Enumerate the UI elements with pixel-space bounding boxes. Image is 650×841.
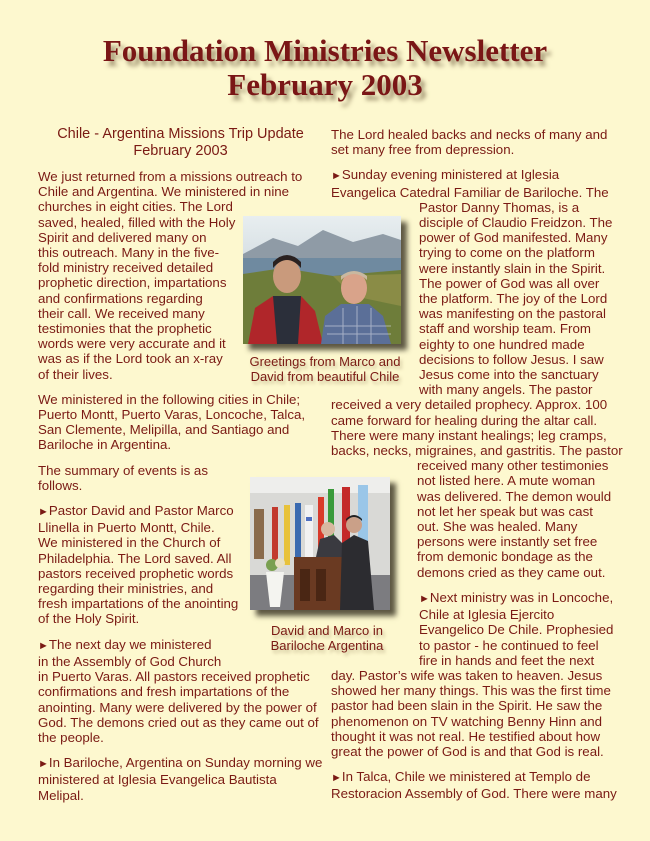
text-line: pastor had been slain in the Spirit. He saw the [331, 698, 603, 714]
text-line: Chile at Iglesia Ejercito [419, 607, 555, 623]
article-title-line1: Chile - Argentina Missions Trip Update [57, 126, 304, 142]
newsletter-title: Foundation Ministries Newsletter [102, 33, 548, 68]
text-line: pastors received prophetic words [38, 565, 234, 581]
text-line: The Lord healed backs and necks of many and [331, 127, 608, 142]
text-line: ►Pastor David and Pastor Marco [38, 503, 234, 519]
photo-caption-1 [240, 354, 410, 384]
text-line: from demonic bondage as the [417, 549, 593, 565]
paragraph-loncoche [331, 590, 631, 759]
paragraph-healing [331, 127, 631, 157]
caption-line: Bariloche Argentina [270, 638, 384, 653]
text-line: Philadelphia. The Lord saved. All [38, 550, 232, 566]
paragraph-bariloche-morning [38, 755, 323, 803]
photo-image [250, 477, 390, 610]
text-line: came forward for healing during the altar call. [331, 412, 598, 428]
bullet-arrow-icon: ► [38, 758, 49, 771]
text-line: in Puerto Varas. All pastors received prophetic [38, 669, 310, 685]
text-line: the people. [38, 729, 104, 745]
text-line: confirmations and fresh impartations of the [38, 684, 290, 700]
caption-line: Greetings from Marco and [249, 354, 401, 369]
text-line: Chile and Argentina. We ministered in nine [38, 184, 290, 200]
text-line: ►Next ministry was in Loncoche, [419, 589, 614, 605]
caption-line: David from beautiful Chile [250, 369, 400, 384]
text-line: follows. [38, 477, 83, 493]
text-line: The power of God was all over [419, 275, 600, 291]
text-line: testimonies that the prophetic [38, 321, 212, 337]
article-title [38, 126, 323, 160]
text-line: There were many instant healings; leg cramps, [331, 427, 607, 443]
text-line: were instantly slain in the Spirit. [419, 260, 606, 276]
text-line: to pastor - he continued to feel [419, 637, 599, 653]
text-line: ►Sunday evening ministered at Iglesia [331, 167, 560, 183]
text-line: words were very accurate and it [38, 336, 226, 352]
paragraph-cities [38, 392, 323, 453]
text-line: the platform. The joy of the Lord [419, 291, 608, 307]
text-line: received many other testimonies [417, 458, 609, 474]
photo-marco-david-chile [243, 216, 401, 344]
text-line: God. The demons cried out as they came out of [38, 714, 319, 730]
text-line: not listed here. A mute woman [417, 473, 596, 489]
text-line: this outreach. Many in the five- [38, 245, 220, 261]
bullet-arrow-icon: ► [419, 592, 430, 605]
photo-image [243, 216, 401, 344]
text-line: The summary of events is as [38, 462, 208, 478]
text-line: Jesus come into the sanctuary [419, 367, 599, 383]
text-line: fold ministry received detailed [38, 260, 214, 276]
text-line: eighty to one hundred made [419, 336, 585, 352]
text-line: prophetic direction, impartations [38, 275, 227, 291]
text-line: decisions to follow Jesus. I saw [419, 351, 604, 367]
bullet-arrow-icon: ► [331, 772, 342, 785]
bullet-arrow-icon: ► [331, 170, 342, 183]
text-line: saved, healed, filled with the Holy [38, 214, 236, 230]
text-line: was manifesting on the pastoral [419, 306, 607, 322]
text-line: set many free from depression. [331, 142, 515, 158]
text-line: ministered at Iglesia Evangelica Bautista Melipal. [38, 772, 277, 803]
bullet-arrow-icon: ► [38, 506, 49, 519]
text-line: staff and worship team. From [419, 321, 591, 337]
text-line: Puerto Montt, Puerto Varas, Loncoche, Talca, [38, 407, 306, 423]
text-line: received a very detailed prophecy. Approx. 100 [331, 397, 608, 413]
text-line: ►In Bariloche, Argentina on Sunday morning we [38, 755, 323, 771]
text-line: Evangelica Catedral Familiar de Bariloche. The [331, 184, 609, 200]
text-line: fire in hands and feet the next [419, 652, 595, 668]
text-line: Evangelico De Chile. Prophesied [419, 622, 614, 638]
photo-caption-2 [252, 623, 402, 653]
text-line: day. Pastor’s wife was taken to heaven. Jesus [331, 667, 603, 683]
text-line: Restoracion Assembly of God. There were many [331, 786, 617, 802]
text-line: their call. We received many [38, 305, 205, 321]
text-line: of the Holy Spirit. [38, 611, 140, 627]
text-line: not let her speak but was cast [417, 503, 593, 519]
text-line: was as if the Lord took an x-ray [38, 351, 223, 367]
text-line: showed her many things. This was the first time [331, 683, 611, 699]
text-line: power of God manifested. Many [419, 230, 608, 246]
text-line: in the Assembly of God Church [38, 653, 222, 669]
text-line: disciple of Claudio Freidzon. The [419, 215, 613, 231]
text-line: San Clemente, Melipilla, and Santiago and [38, 422, 290, 438]
photo-marco-david-bariloche [250, 477, 390, 610]
text-line: Bariloche in Argentina. [38, 437, 172, 453]
text-line: We ministered in the following cities in Chile; [38, 391, 301, 407]
masthead [0, 34, 650, 102]
text-line: and confirmations regarding [38, 290, 203, 306]
text-line: was delivered. The demon would [417, 488, 612, 504]
text-line: phenomenon on TV watching Benny Hinn and [331, 713, 603, 729]
text-line: Spirit and delivered many on [38, 229, 207, 245]
bullet-arrow-icon: ► [38, 639, 49, 652]
text-line: regarding their ministries, and [38, 581, 214, 597]
text-line: thought it was not real. He testified about how [331, 728, 601, 744]
caption-line: David and Marco in [271, 623, 383, 638]
article-title-line2: February 2003 [133, 143, 228, 159]
text-line: trying to come on the platform [419, 245, 595, 261]
text-line: We just returned from a missions outreach to [38, 169, 303, 184]
text-line: churches in eight cities. The Lord [38, 199, 233, 215]
text-line: demons cried as they came out. [417, 564, 606, 580]
text-line: persons were instantly set free [417, 534, 598, 550]
text-line: backs, necks, migraines, and gastritis. The pastor [331, 443, 623, 459]
text-line: ►In Talca, Chile we ministered at Templo de [331, 769, 591, 785]
text-line: Llinella in Puerto Montt, Chile. [38, 520, 215, 536]
text-line: with many angels. The pastor [419, 382, 593, 398]
newsletter-date: February 2003 [227, 67, 423, 102]
text-line: ►The next day we ministered [38, 636, 212, 652]
text-line: of their lives. [38, 366, 113, 382]
text-line: We ministered in the Church of [38, 535, 221, 551]
text-line: fresh impartations of the anointing [38, 596, 239, 612]
text-line: Pastor Danny Thomas, is a [419, 199, 580, 215]
paragraph-talca [331, 769, 631, 801]
text-line: great the power of God is and that God is real. [331, 743, 604, 759]
text-line: anointing. Many were delivered by the power of [38, 699, 317, 715]
text-line: out. She was healed. Many [417, 519, 578, 535]
